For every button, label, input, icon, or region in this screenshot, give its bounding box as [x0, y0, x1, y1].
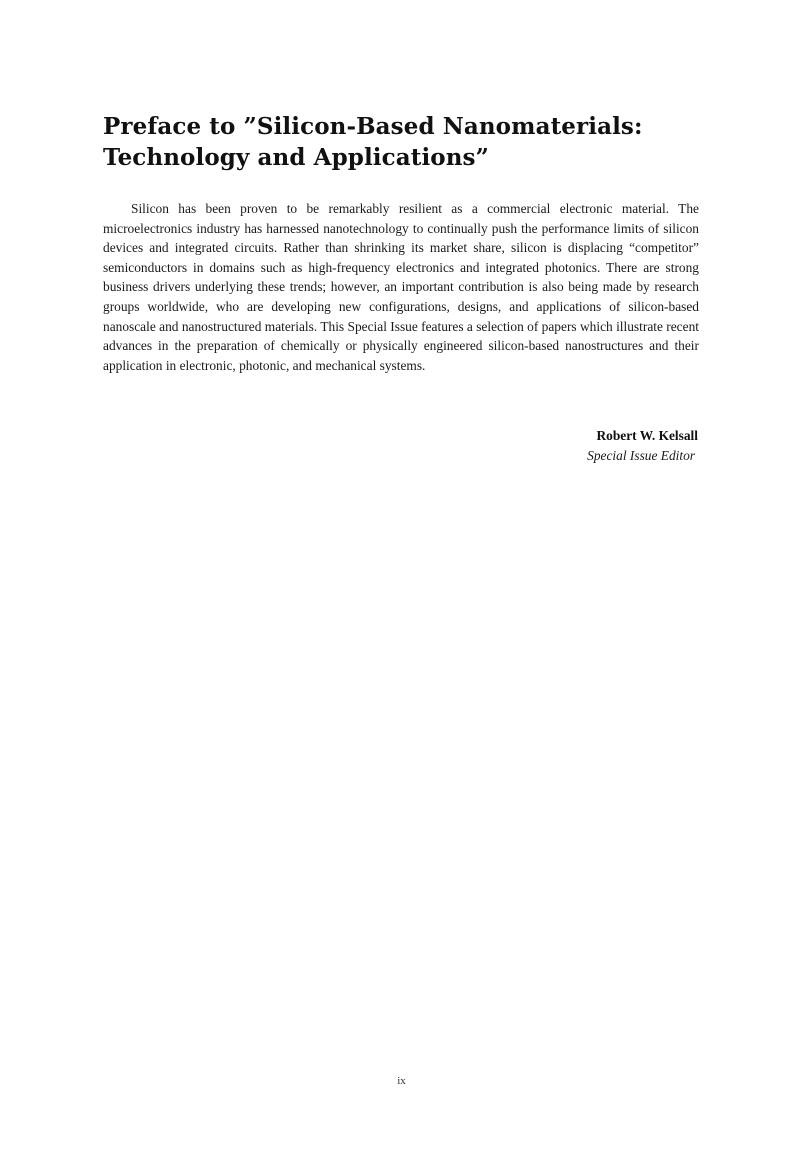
preface-title	[103, 111, 703, 173]
author-role: Special Issue Editor	[587, 448, 695, 463]
page-number: ix	[397, 1075, 406, 1087]
author-name: Robert W. Kelsall	[596, 428, 698, 443]
preface-title-line-2: Technology and Applications”	[103, 144, 489, 171]
preface-body-paragraph: Silicon has been proven to be remarkably resilient as a commercial electronic material. The microelectronics industry has harnessed nanotechnology to continually push the performance limits of silicon devices and integrated circuits. Rather than shrinking its market share, silicon is displacing “competitor” semiconductors in domains such as high-frequency electronics and integrated photonics. There are strong business drivers underlying these trends; however, an important contribution is also being made by research groups worldwide, who are developing new configurations, designs, and applications of silicon-based nanoscale and nanostructured materials. This Special Issue features a selection of papers which illustrate recent advances in the preparation of chemically or physically engineered silicon-based nanostructures and their application in electronic, photonic, and mechanical systems.	[103, 201, 699, 373]
preface-title-line-1: Preface to ”Silicon-Based Nanomaterials:	[103, 113, 643, 140]
signature-block	[587, 426, 698, 466]
